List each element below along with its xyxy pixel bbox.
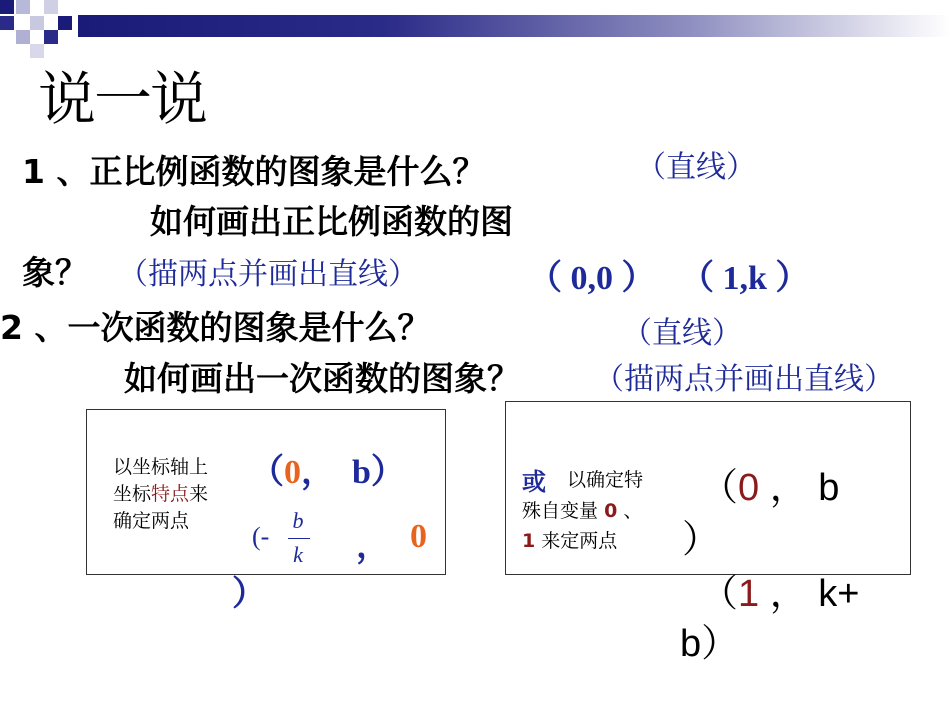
right-box-or: 或	[522, 468, 546, 496]
decor-square-3	[44, 0, 58, 14]
left-point2-comma: ，	[356, 528, 390, 565]
decor-square-8	[44, 30, 58, 44]
q2-answer1: （直线）	[622, 316, 742, 351]
left-point2-y: 0	[410, 518, 427, 555]
q2-line1: 2 、一次函数的图象是什么？	[0, 308, 431, 347]
q1-point2: （ 1,k ）	[680, 260, 810, 297]
q2-answer2: （描两点并画出直线）	[594, 362, 894, 397]
decor-square-6	[58, 16, 72, 30]
decor-square-5	[30, 16, 44, 30]
right-point1: （0 ， b	[700, 467, 840, 509]
q1-line2: 如何画出正比例函数的图	[150, 202, 513, 241]
q2-line2: 如何画出一次函数的图象？	[124, 359, 520, 398]
right-box-line2: 殊自变量 0 、	[522, 500, 643, 522]
right-point2: （1 ， k+	[700, 573, 860, 615]
q1-point1: （ 0,0 ）	[528, 260, 656, 297]
left-point1: （0， b）	[250, 454, 405, 491]
right-point1-close: ）	[682, 519, 721, 561]
q1-line3: 象？	[22, 253, 88, 292]
left-box-line3: 确定两点	[113, 510, 190, 532]
q1-answer1: （直线）	[636, 150, 756, 185]
right-box-line3: 1 来定两点	[522, 530, 618, 552]
right-point2-end: b）	[680, 623, 740, 665]
q1-answer2: （描两点并画出直线）	[118, 257, 418, 292]
decor-square-4	[0, 16, 14, 30]
fraction-bar	[288, 538, 310, 539]
decor-square-7	[16, 30, 30, 44]
header-gradient-bar	[78, 15, 950, 37]
fraction-denominator: k	[293, 542, 303, 567]
left-point2-close: ）	[232, 576, 266, 613]
slide-title: 说一说	[38, 65, 207, 133]
q1-line1: 1 、正比例函数的图象是什么？	[22, 152, 486, 191]
left-point2-open: (-	[252, 522, 270, 551]
decor-square-2	[16, 0, 30, 14]
right-box-line1: 以确定特	[567, 469, 644, 491]
left-box-line1: 以坐标轴上	[113, 456, 209, 478]
decor-square-1	[0, 0, 14, 14]
left-box-line2: 坐标特点来	[113, 483, 209, 505]
fraction-numerator: b	[292, 508, 304, 533]
